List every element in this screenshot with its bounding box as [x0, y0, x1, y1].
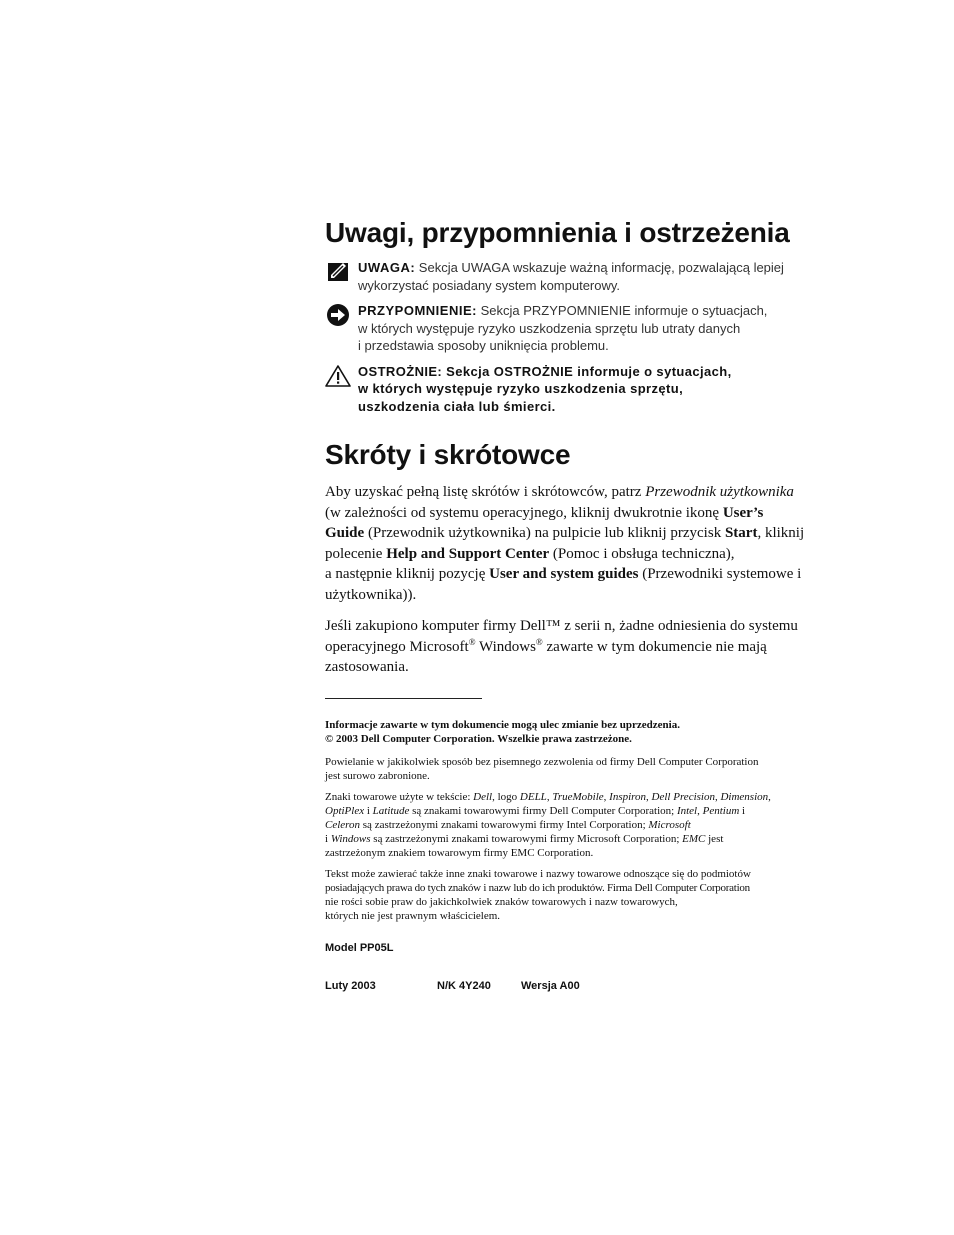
- warning-triangle-icon: [325, 364, 351, 388]
- tm-name: DELL: [519, 790, 547, 803]
- p1-guide-label: Guide: [325, 525, 365, 541]
- tm-text: ,: [697, 804, 703, 817]
- divider: [325, 698, 482, 699]
- p2-text: zawarte w tym dokumencie nie mają: [542, 638, 767, 655]
- abbreviations-paragraph: [325, 482, 815, 605]
- tm-name: EMC: [682, 832, 706, 845]
- reproduction-notice: [325, 755, 815, 783]
- section-title-abbreviations: Skróty i skrótowce: [325, 439, 571, 470]
- p1-text: , kliknij: [757, 525, 805, 541]
- p1-system-guides-label: User and system guides: [489, 566, 639, 582]
- revision: Wersja A00: [521, 979, 580, 992]
- copyright: © 2003 Dell Computer Corporation. Wszelkie prawa zastrzeżone.: [325, 732, 632, 745]
- registered-mark: ®: [468, 636, 476, 647]
- notice-text-line2: w których występuje ryzyko uszkodzenia sprzętu lub utraty danych: [358, 320, 741, 336]
- p1-users-guide-icon-label: User’s: [722, 504, 764, 521]
- caution-label: OSTROŻNIE:: [358, 363, 443, 379]
- p1-text: a następnie kliknij pozycję: [325, 566, 490, 582]
- p1-text: polecenie: [325, 545, 387, 562]
- tm-name: Microsoft: [648, 818, 691, 831]
- notice-label: PRZYPOMNIENIE:: [358, 303, 477, 318]
- tm-text: są znakami towarowymi firmy Dell Computer Corporation;: [409, 804, 677, 817]
- p1-text: (Pomoc i obsługa techniczna),: [549, 545, 735, 562]
- legal-text: nie rości sobie praw do jakichkolwiek znaków towarowych i nazw towarowych,: [325, 895, 678, 908]
- legal-text: Powielanie w jakikolwiek sposób bez pisemnego zezwolenia od firmy Dell Computer Corporation: [325, 755, 759, 768]
- note-block: [325, 259, 815, 294]
- tm-text: i: [325, 832, 331, 845]
- note-pencil-icon: [325, 260, 351, 284]
- tm-name: Pentium: [702, 804, 740, 817]
- tm-text: są zastrzeżonymi znakami towarowymi firmy Intel Corporation;: [360, 818, 649, 831]
- caution-text-line3: uszkodzenia ciała lub śmierci.: [358, 398, 556, 414]
- page-content: [325, 216, 815, 992]
- model-number: Model PP05L: [325, 941, 394, 954]
- notice-text-line1: Sekcja PRZYPOMNIENIE informuje o sytuacjach,: [480, 303, 768, 318]
- tm-text: zastrzeżonym znakiem towarowym firmy EMC Corporation.: [325, 846, 594, 859]
- notice-arrow-icon: [325, 303, 351, 327]
- tm-name: Intel: [676, 804, 698, 817]
- note-text-line2: wykorzystać posiadany system komputerowy.: [358, 277, 621, 293]
- p1-start-label: Start: [724, 525, 758, 541]
- tm-name: Celeron: [325, 818, 361, 831]
- tm-name: OptiPlex: [325, 804, 365, 817]
- p2-text: operacyjnego Microsoft: [325, 638, 469, 655]
- document-meta-row: [325, 980, 815, 992]
- legal-text: jest surowo zabronione.: [325, 769, 430, 782]
- tm-name: Windows: [330, 832, 371, 845]
- tm-name: Inspiron: [609, 790, 647, 803]
- caution-text-line2: w których występuje ryzyko uszkodzenia sprzętu,: [358, 381, 684, 396]
- tm-text: , logo: [492, 790, 520, 803]
- tm-text: ,: [714, 790, 721, 803]
- caution-block: [325, 363, 815, 416]
- tm-text: ,: [603, 790, 610, 803]
- other-trademarks-notice: [325, 867, 815, 923]
- document-date: Luty 2003: [325, 979, 376, 992]
- tm-text: i: [364, 804, 373, 817]
- notice-text-line3: i przedstawia sposoby uniknięcia problemu.: [358, 338, 609, 353]
- note-text-line1: Sekcja UWAGA wskazuje ważną informację, pozwalającą lepiej: [418, 260, 784, 275]
- p1-text: (Przewodniki systemowe i: [638, 566, 802, 582]
- notice-block: [325, 302, 815, 355]
- legal-change-notice: Informacje zawarte w tym dokumencie mogą ulec zmianie bez uprzedzenia.: [325, 718, 680, 731]
- tm-text: Znaki towarowe użyte w tekście:: [325, 790, 474, 803]
- section-title-notes: Uwagi, przypomnienia i ostrzeżenia: [325, 217, 790, 248]
- tm-name: Latitude: [372, 804, 410, 817]
- tm-name: Dell Precision: [651, 790, 715, 803]
- p2-text: zastosowania.: [325, 659, 409, 675]
- legal-notice-bold: [325, 718, 815, 746]
- p2-text: Windows: [475, 638, 536, 655]
- registered-mark: ®: [535, 636, 543, 647]
- tm-text: jest: [705, 832, 724, 845]
- p1-text: Aby uzyskać pełną listę skrótów i skrótowców, patrz: [325, 484, 646, 500]
- tm-name: Dell: [473, 790, 493, 803]
- legal-text: posiadających prawa do tych znaków i nazw lub do ich produktów. Firma Dell Computer Corporation: [325, 881, 750, 894]
- tm-text: ,: [768, 790, 771, 803]
- p1-help-label: Help and Support Center: [386, 545, 550, 562]
- legal-text: Tekst może zawierać także inne znaki towarowe i nazwy towarowe odnoszące się do podmiotów: [325, 867, 751, 880]
- trademarks-notice: [325, 790, 815, 860]
- part-number: N/K 4Y240: [437, 979, 491, 992]
- p1-guide-title: Przewodnik użytkownika: [645, 484, 794, 500]
- legal-text: których nie jest prawnym właścicielem.: [325, 909, 501, 922]
- tm-name: Dimension: [720, 790, 769, 803]
- tm-text: ,: [546, 790, 553, 803]
- p1-text: użytkownika)).: [325, 586, 417, 603]
- caution-text-line1: Sekcja OSTROŻNIE informuje o sytuacjach,: [442, 363, 732, 379]
- p1-text: (Przewodnik użytkownika) na pulpicie lub kliknij przycisk: [364, 525, 725, 541]
- tm-text: są zastrzeżonymi znakami towarowymi firmy Microsoft Corporation;: [370, 832, 683, 845]
- tm-text: ,: [646, 790, 652, 803]
- p2-text: Jeśli zakupiono komputer firmy Dell™ z serii n, żadne odniesienia do systemu: [325, 618, 798, 634]
- p1-text: (w zależności od systemu operacyjnego, kliknij dwukrotnie ikonę: [325, 504, 723, 521]
- dell-n-series-paragraph: [325, 616, 815, 678]
- tm-name: TrueMobile: [552, 790, 604, 803]
- tm-text: i: [739, 804, 746, 817]
- note-label: UWAGA:: [358, 260, 416, 275]
